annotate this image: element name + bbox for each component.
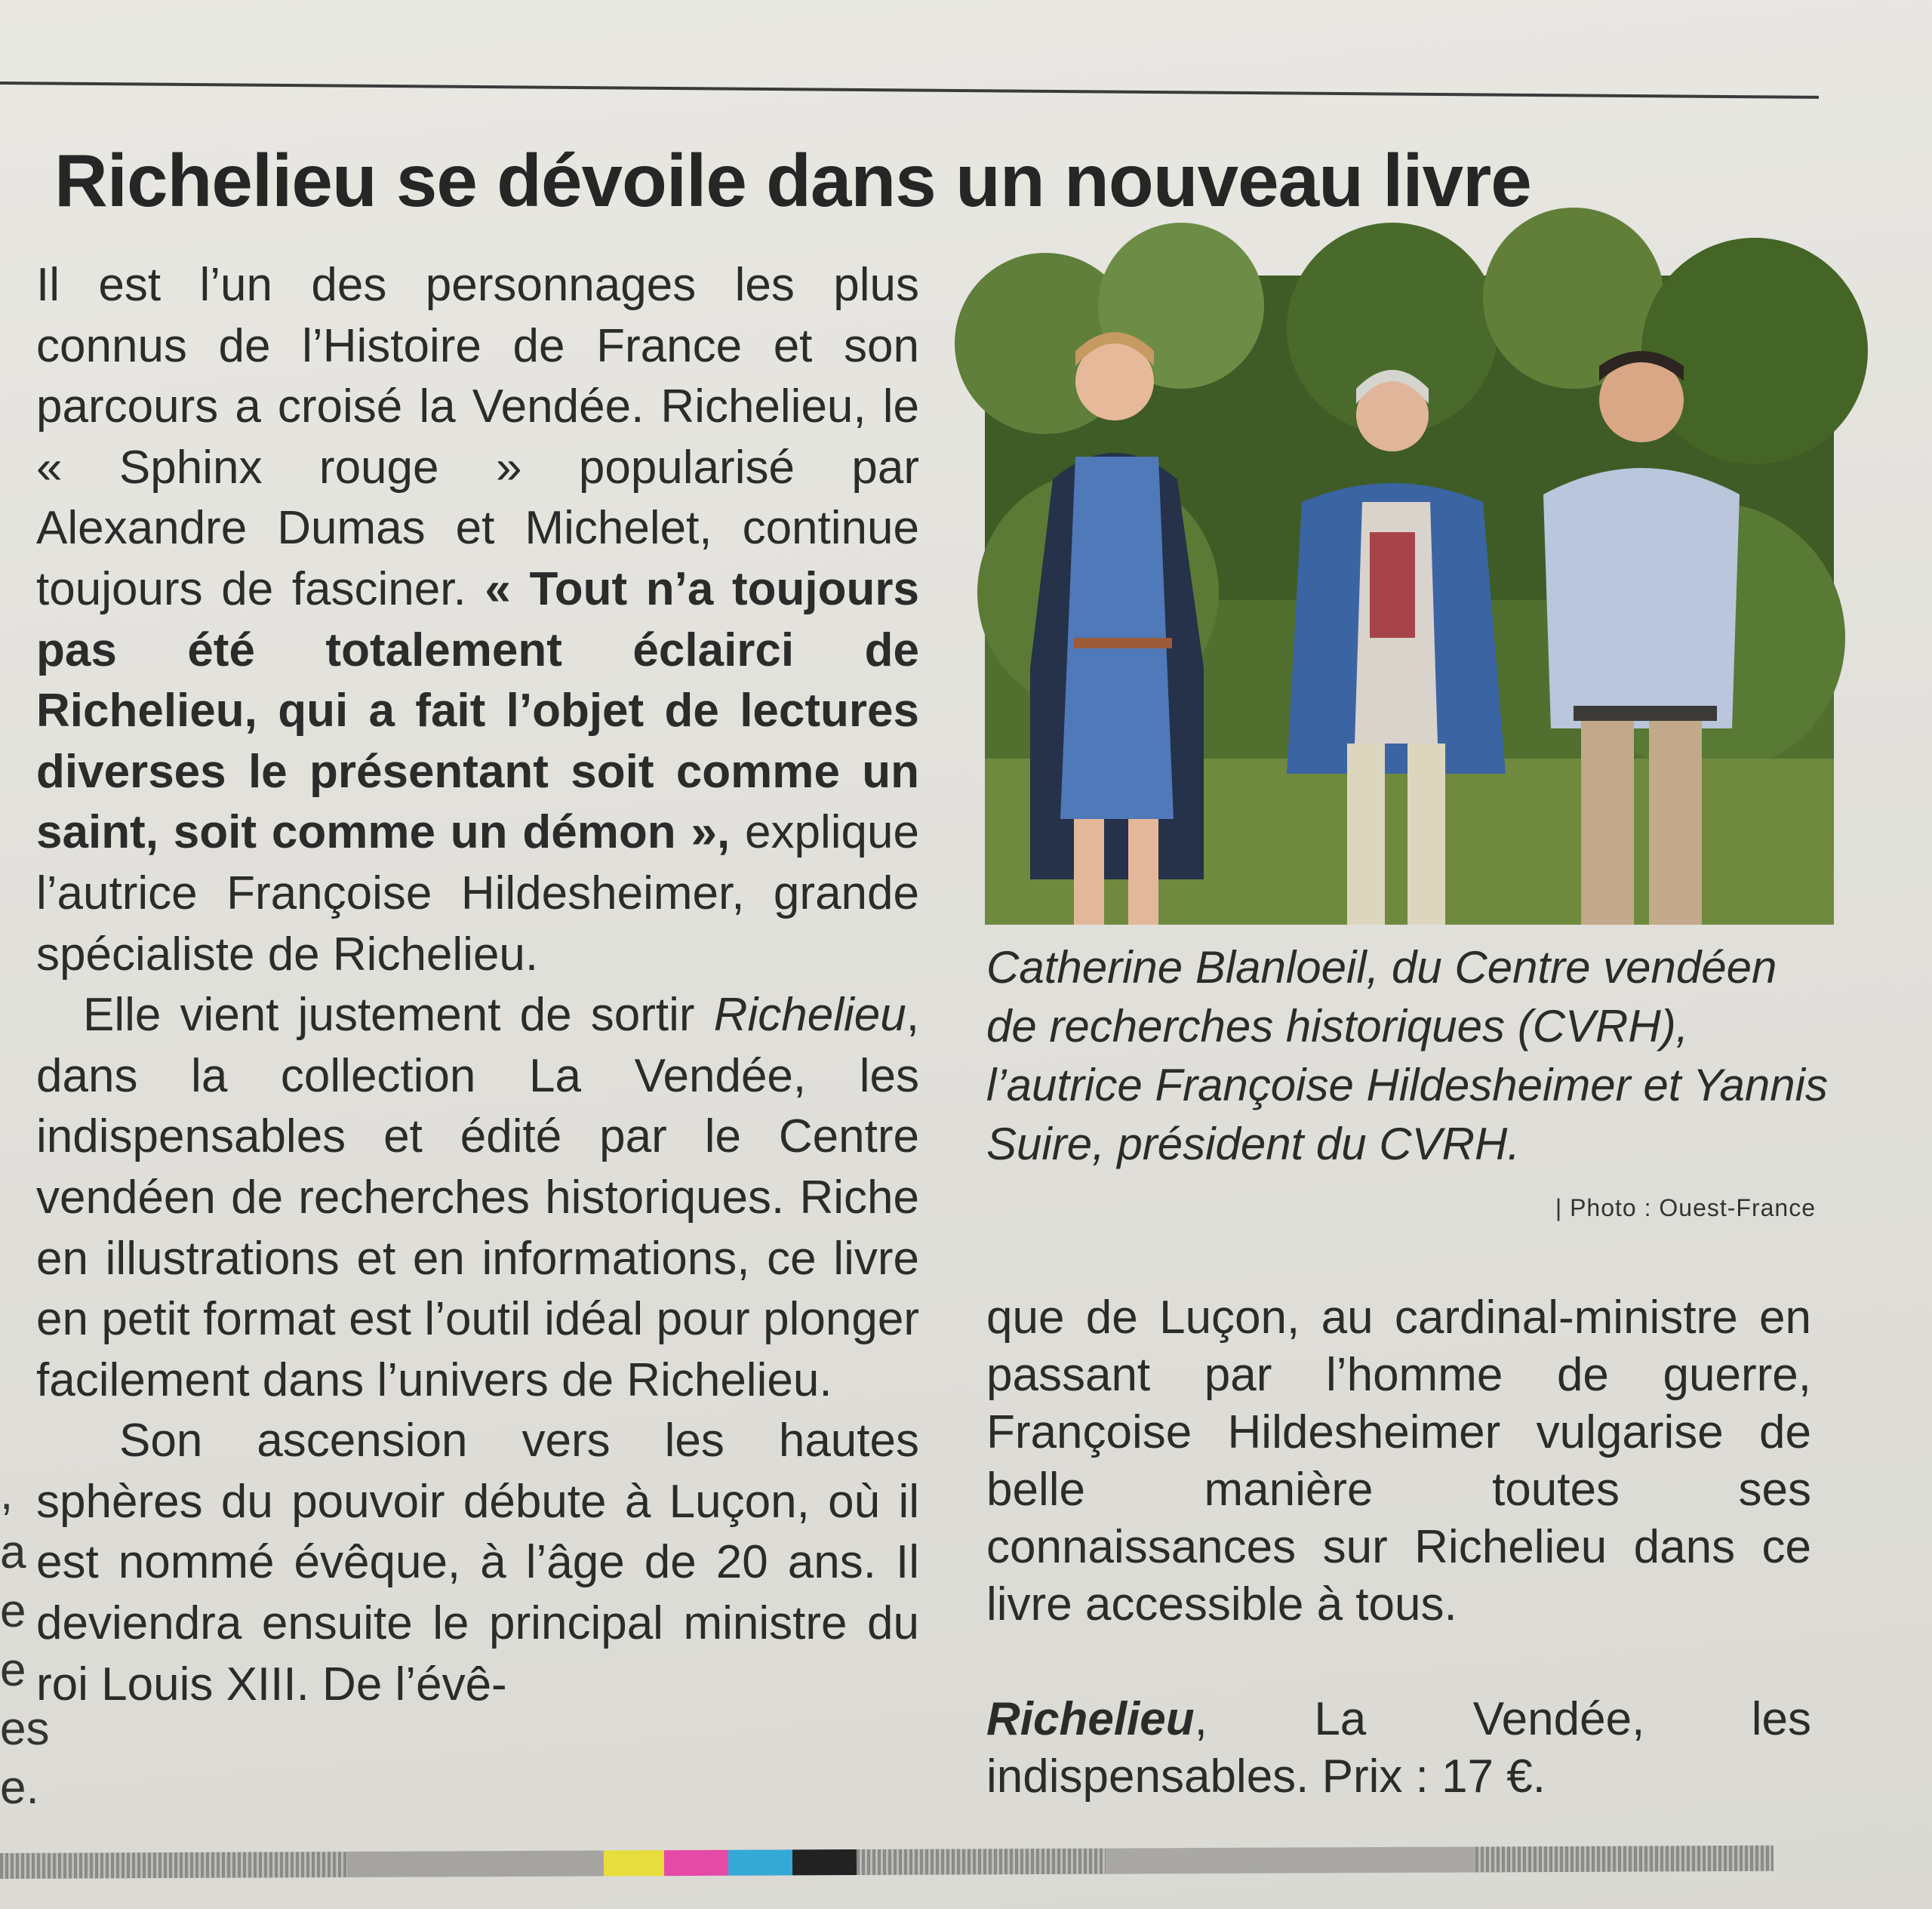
paragraph-intro	[36, 255, 919, 985]
author-quote: « Tout n’a toujours pas été totalement éclairci de Richelieu, qui a fait l’objet de lectures diverses le présentant soit comme un saint, soit comme un démon »,	[36, 562, 920, 859]
print-color-bar	[0, 1846, 1781, 1879]
color-bar-gray	[1106, 1846, 1475, 1874]
paragraph-ascension-continued: que de Luçon, au cardinal-ministre en passant par l’homme de guerre, Françoise Hildesheimer vulgarise de belle manière toutes ses connaissances sur Richelieu dans ce livre accessible à tous.	[986, 1292, 1811, 1630]
color-bar-gray	[347, 1851, 604, 1877]
color-bar-magenta	[664, 1850, 728, 1876]
fragment-line: e	[0, 1644, 26, 1696]
article-right-column	[986, 1289, 1811, 1806]
paragraph-book	[36, 985, 919, 1411]
intro-text-end: explique l’autrice Françoise Hildesheimer, grande spécialiste de Richelieu.	[36, 806, 919, 981]
book-reference-info: , La Vendée, les indispensables. Prix : 17 €.	[986, 1693, 1811, 1803]
intro-text: Il est l’un des personnages les plus connus de l’Histoire de France et son parcours a croisé la Vendée. Richelieu, le « Sphinx rouge » popularisé par Alexandre Dumas et Michelet, continue toujours de fasciner.	[36, 259, 919, 615]
book-reference-title: Richelieu	[986, 1693, 1195, 1745]
fragment-line: a	[0, 1526, 26, 1578]
fragment-line: e	[0, 1585, 26, 1637]
top-rule	[0, 82, 1819, 99]
color-bar-yellow	[604, 1850, 664, 1876]
photo-credit: | Photo : Ouest-France	[1555, 1194, 1816, 1221]
caption-text: Catherine Blanloeil, du Centre vendéen de recherches historiques (CVRH), l’autrice Françoise Hildesheimer et Yannis Suire, président du CVRH.	[986, 942, 1828, 1169]
fragment-line: ,	[0, 1467, 14, 1520]
book-text-end: , dans la collection La Vendée, les indispensables et édité par le Centre vendéen de recherches historiques. Riche en illustrations et en informations, ce livre en petit format est l’outil idéal pour plonger facilement dans l’univers de Richelieu.	[36, 989, 919, 1406]
color-bar-hatch	[0, 1852, 347, 1879]
color-bar-hatch	[857, 1849, 1106, 1875]
book-text-start: Elle vient justement de sortir	[83, 989, 714, 1042]
book-reference	[986, 1691, 1811, 1806]
book-title-inline: Richelieu	[713, 989, 906, 1042]
paragraph-ascension: Son ascension vers les hautes sphères du pouvoir débute à Luçon, où il est nommé évêque, à l’âge de 20 ans. Il deviendra ensuite le principal ministre du roi Louis XIII. De l’évê-	[36, 1415, 919, 1710]
article-photo	[985, 276, 1834, 925]
headline: Richelieu se dévoile dans un nouveau livre	[54, 139, 1531, 222]
fragment-line: e.	[0, 1762, 39, 1814]
fragment-line: es	[0, 1703, 50, 1755]
photo-caption	[986, 938, 1839, 1174]
article-left-column	[36, 255, 919, 1715]
color-bar-hatch	[1475, 1846, 1774, 1873]
color-bar-cyan	[728, 1849, 792, 1875]
color-bar-black	[792, 1849, 857, 1875]
previous-column-fragments	[0, 1464, 50, 1818]
